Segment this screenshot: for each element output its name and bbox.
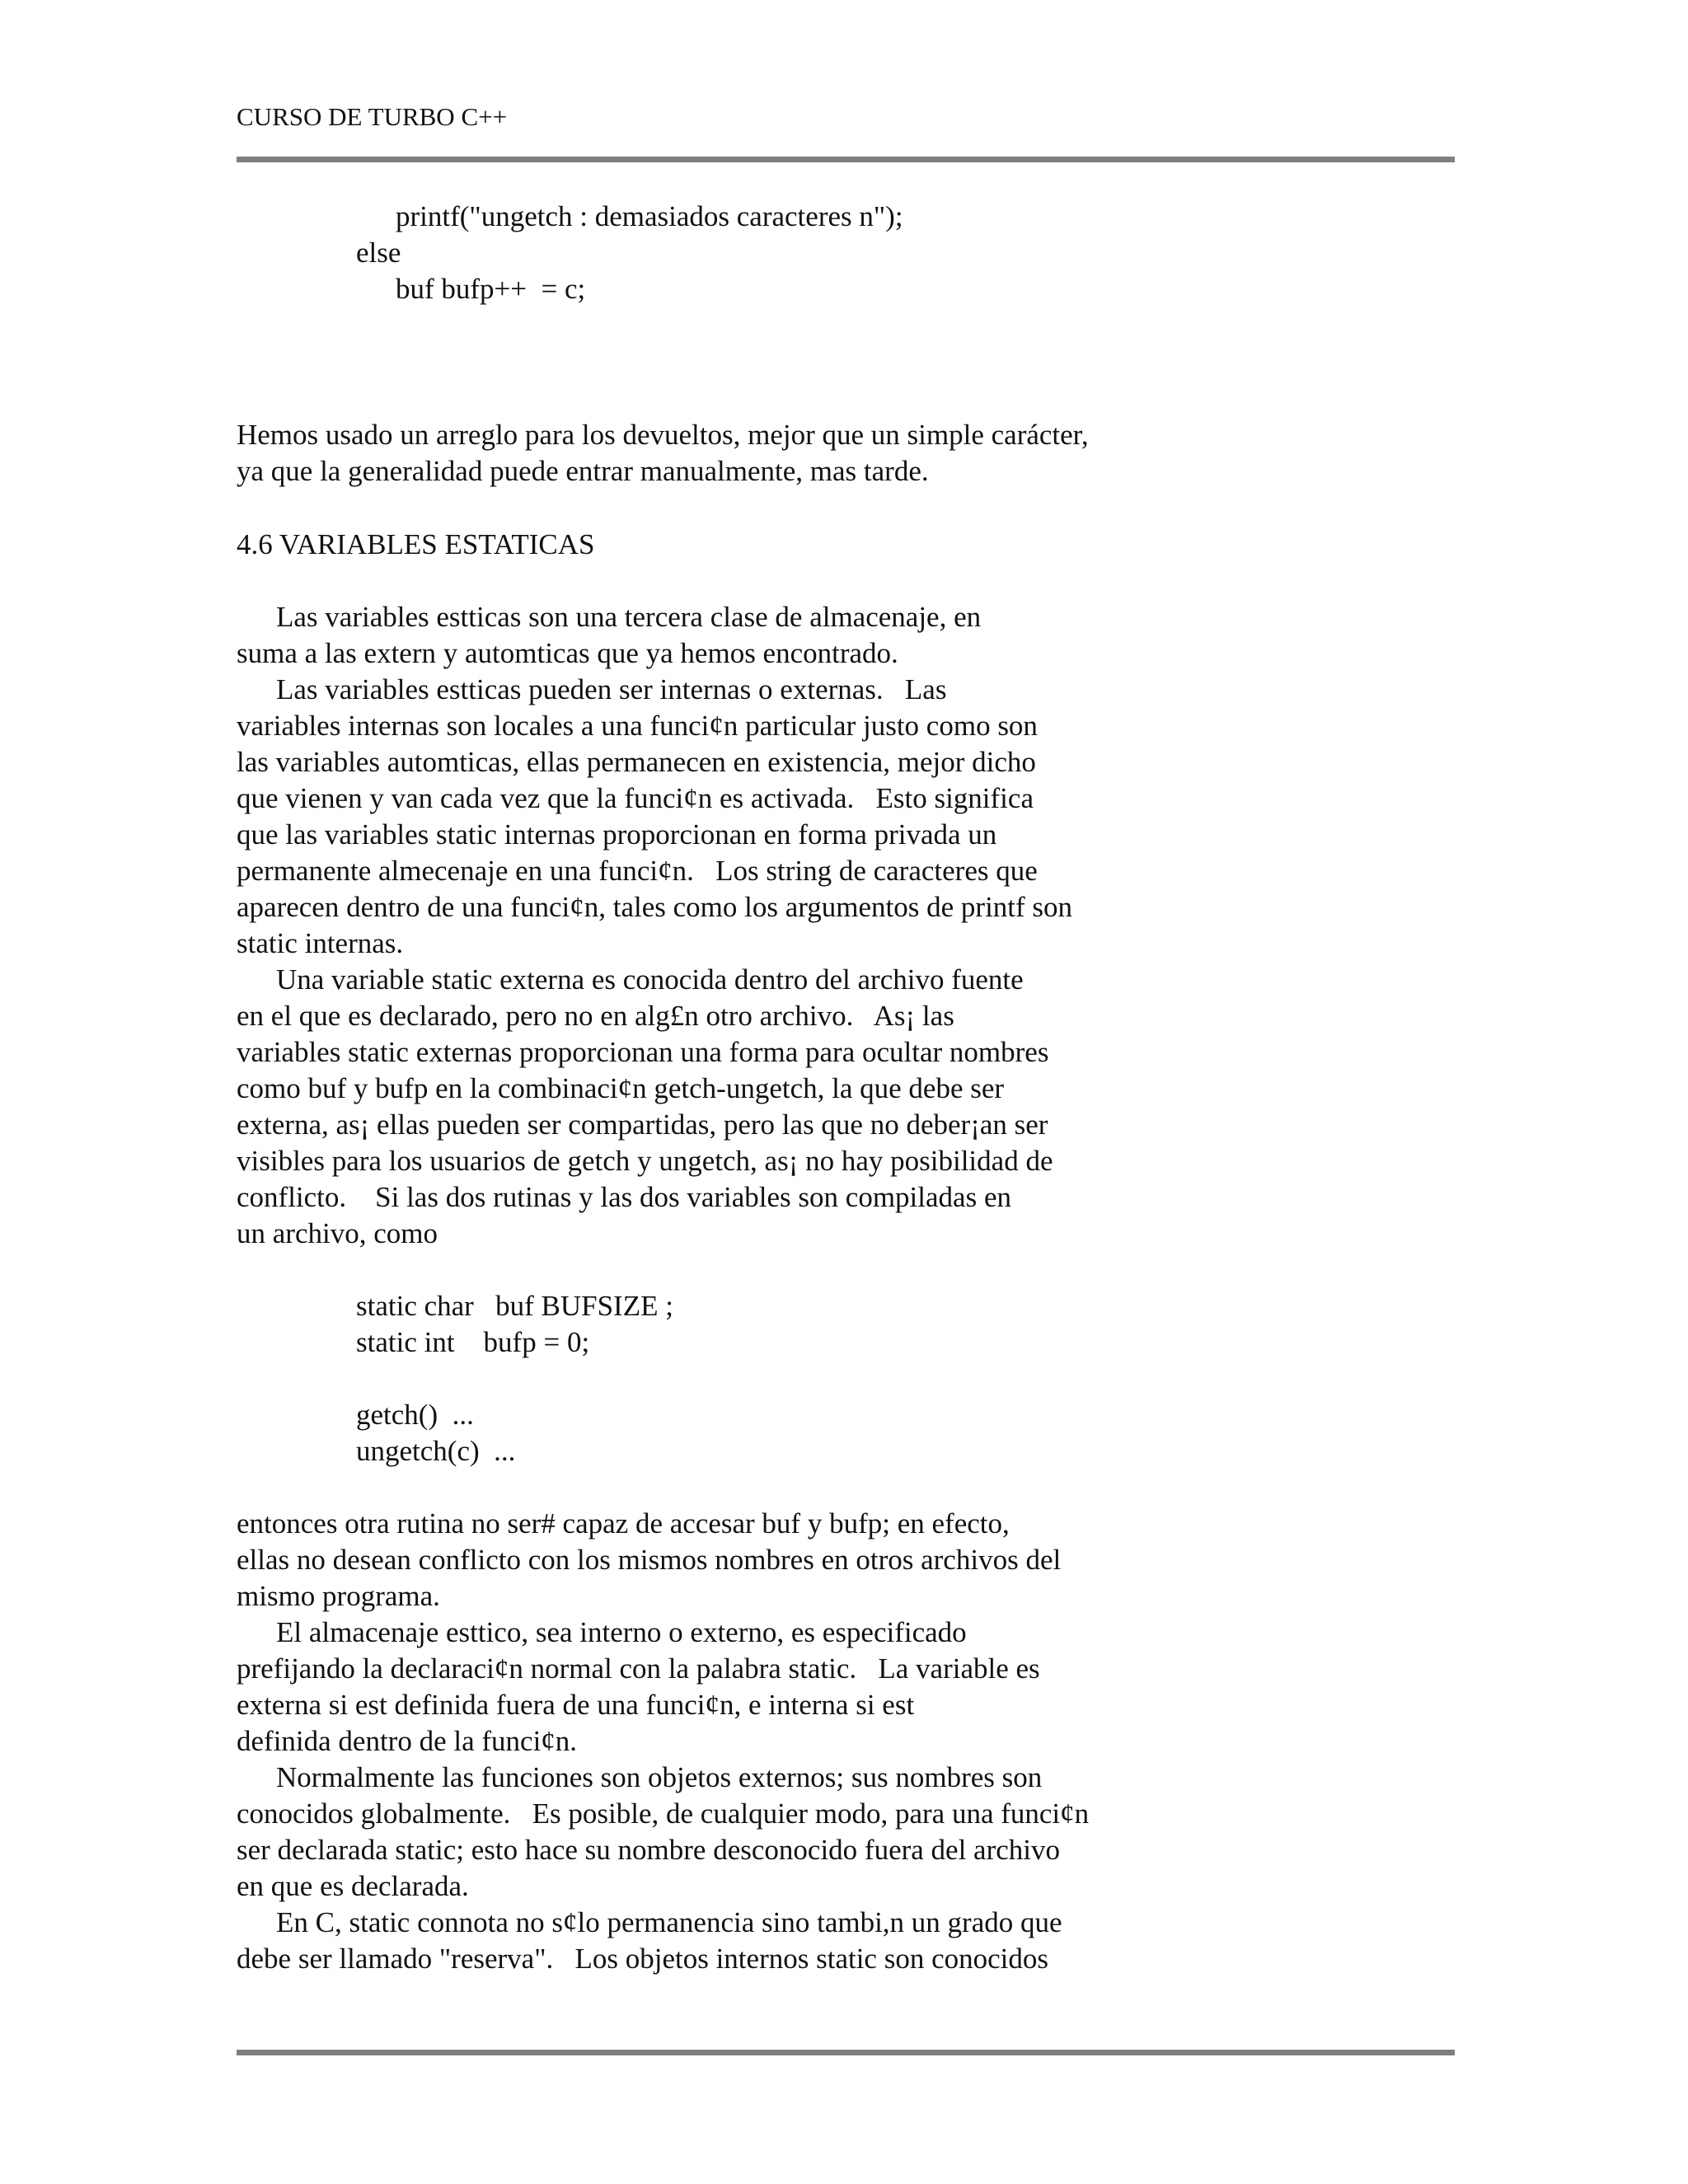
text-line: las variables automticas, ellas permanecen en existencia, mejor dicho: [237, 746, 1036, 778]
text-line: En C, static connota no s¢lo permanencia sino tambi,n un grado que: [276, 1906, 1062, 1938]
text-line: conocidos globalmente. Es posible, de cualquier modo, para una funci¢n: [237, 1797, 1090, 1830]
code-line: static int bufp = 0;: [356, 1326, 590, 1358]
text-line: ellas no desean conflicto con los mismos nombres en otros archivos del: [237, 1544, 1062, 1576]
text-line: como buf y bufp en la combinaci¢n getch-ungetch, la que debe ser: [237, 1072, 1005, 1104]
text-line: debe ser llamado "reserva". Los objetos internos static son conocidos: [237, 1943, 1048, 1975]
text-line: variables internas son locales a una funci¢n particular justo como son: [237, 710, 1038, 742]
text-line: Hemos usado un arreglo para los devueltos, mejor que un simple carácter,: [237, 419, 1089, 451]
text-line: permanente almecenaje en una funci¢n. Los string de caracteres que: [237, 855, 1038, 887]
code-line: else: [356, 237, 401, 269]
text-line: ser declarada static; esto hace su nombre desconocido fuera del archivo: [237, 1834, 1061, 1866]
text-line: un archivo, como: [237, 1217, 438, 1249]
code-line: printf("ungetch : demasiados caracteres n");: [396, 200, 903, 232]
text-line: static internas.: [237, 927, 404, 959]
text-line: aparecen dentro de una funci¢n, tales como los argumentos de printf son: [237, 891, 1073, 923]
text-line: en que es declarada.: [237, 1870, 469, 1902]
text-line: prefijando la declaraci¢n normal con la palabra static. La variable es: [237, 1652, 1040, 1685]
text-line: suma a las extern y automticas que ya hemos encontrado.: [237, 637, 898, 669]
text-line: Normalmente las funciones son objetos externos; sus nombres son: [276, 1761, 1043, 1793]
text-line: El almacenaje esttico, sea interno o externo, es especificado: [276, 1616, 967, 1648]
text-line: mismo programa.: [237, 1580, 440, 1612]
text-line: en el que es declarado, pero no en alg£n otro archivo. As¡ las: [237, 1000, 954, 1032]
text-line: conflicto. Si las dos rutinas y las dos variables son compiladas en: [237, 1181, 1011, 1213]
section-heading: 4.6 VARIABLES ESTATICAS: [237, 528, 595, 560]
text-line: externa si est definida fuera de una funci¢n, e interna si est: [237, 1689, 915, 1721]
code-line: getch() ...: [356, 1399, 474, 1431]
code-line: ungetch(c) ...: [356, 1435, 516, 1467]
text-line: que vienen y van cada vez que la funci¢n es activada. Esto significa: [237, 782, 1034, 814]
footer-rule: [237, 2050, 1455, 2055]
text-line: variables static externas proporcionan una forma para ocultar nombres: [237, 1036, 1049, 1068]
text-line: Las variables estticas pueden ser internas o externas. Las: [276, 673, 947, 705]
text-line: Las variables estticas son una tercera clase de almacenaje, en: [276, 601, 982, 633]
running-header: CURSO DE TURBO C++: [237, 102, 508, 131]
code-line: buf bufp++ = c;: [396, 273, 586, 305]
header-rule: [237, 157, 1455, 162]
code-line: static char buf BUFSIZE ;: [356, 1290, 673, 1322]
text-line: Una variable static externa es conocida dentro del archivo fuente: [276, 963, 1024, 996]
text-line: ya que la generalidad puede entrar manualmente, mas tarde.: [237, 455, 929, 487]
text-line: visibles para los usuarios de getch y ungetch, as¡ no hay posibilidad de: [237, 1145, 1053, 1177]
text-line: externa, as¡ ellas pueden ser compartidas, pero las que no deber¡an ser: [237, 1108, 1048, 1141]
text-line: definida dentro de la funci¢n.: [237, 1725, 578, 1757]
text-line: entonces otra rutina no ser# capaz de accesar buf y bufp; en efecto,: [237, 1507, 1010, 1540]
text-line: que las variables static internas proporcionan en forma privada un: [237, 818, 997, 851]
